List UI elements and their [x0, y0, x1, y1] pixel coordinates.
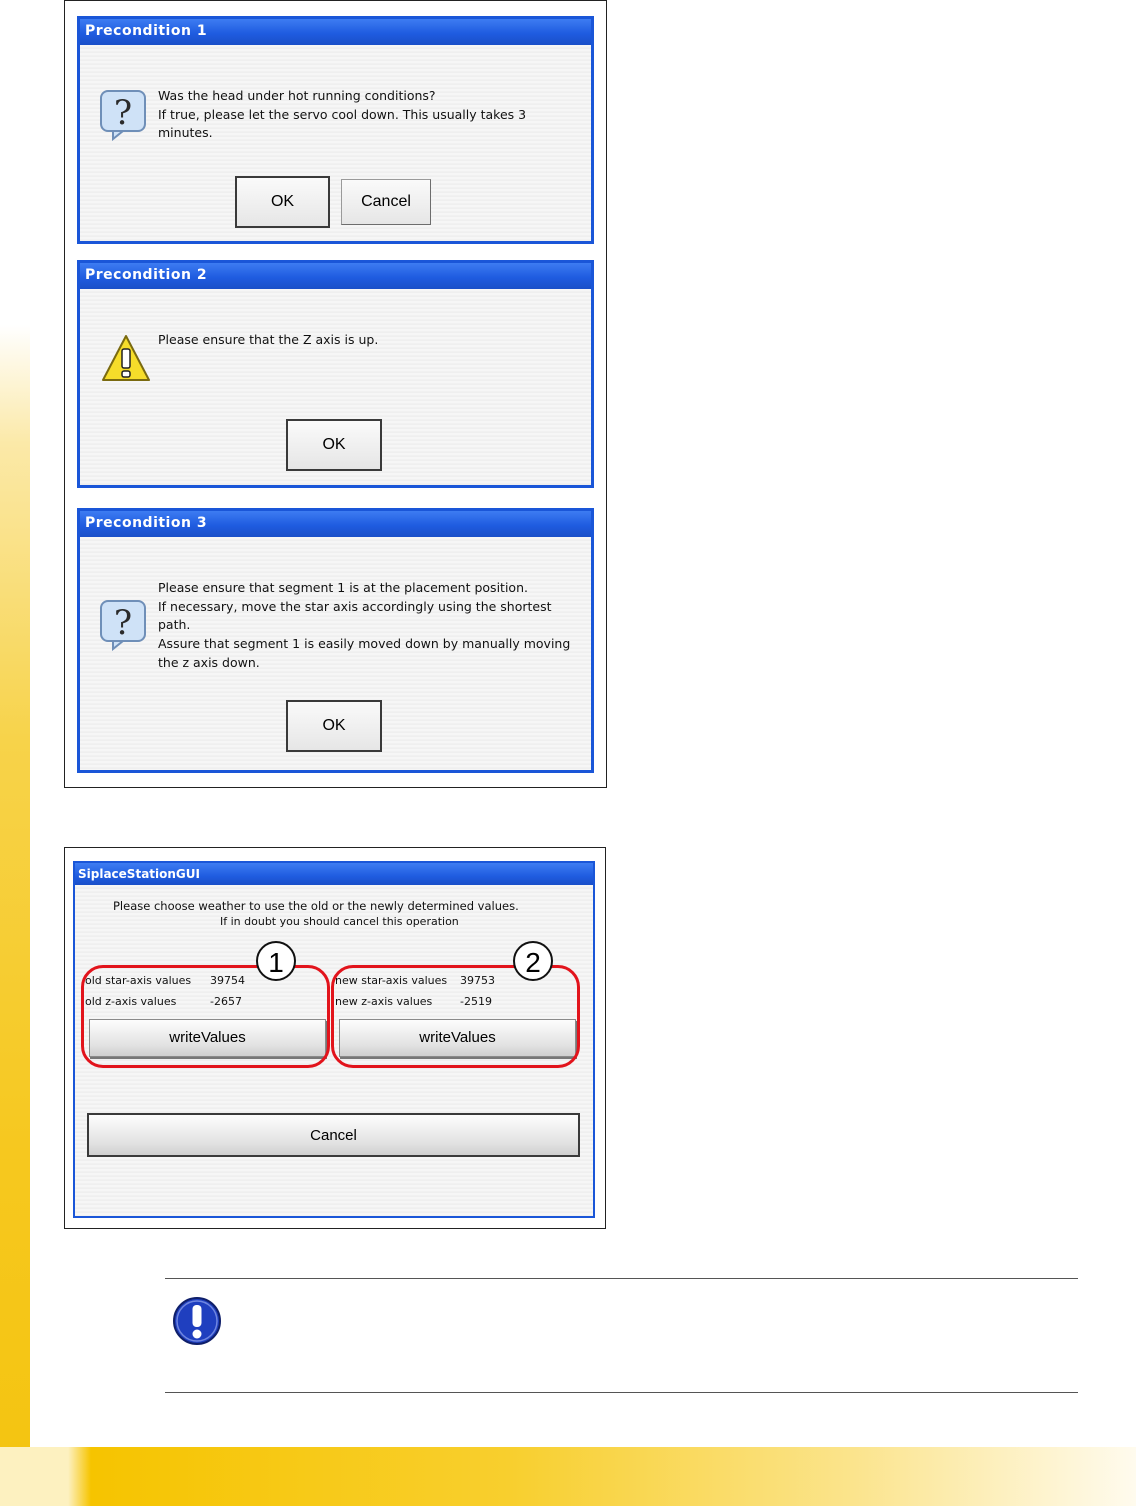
message-line: Please ensure that the Z axis is up.: [158, 332, 379, 347]
page-bottom-bar: [0, 1447, 1136, 1506]
old-z-axis-label: old z-axis values: [85, 995, 177, 1008]
dialog-body: [80, 289, 591, 485]
old-star-axis-label: old star-axis values: [85, 974, 192, 987]
new-values-highlight: [331, 965, 580, 1068]
callout-2: 2: [513, 941, 553, 981]
prompt-line: If in doubt you should cancel this operation: [220, 915, 459, 928]
dialog-title: Precondition 3: [80, 511, 591, 537]
ok-button[interactable]: OK: [235, 176, 330, 228]
question-icon: [99, 599, 149, 651]
precondition-screenshot: [64, 0, 607, 788]
prompt-line: Please choose weather to use the old or the newly determined values.: [113, 899, 519, 913]
message-line: Assure that segment 1 is easily moved down by manually moving: [158, 636, 571, 652]
dialog-message: [158, 87, 578, 143]
new-star-axis-value: 39753: [460, 974, 495, 987]
svg-text:?: ?: [113, 603, 133, 643]
station-gui-screenshot: [64, 847, 606, 1229]
dialog-body: [75, 885, 593, 1216]
warning-icon: [101, 333, 151, 383]
notice-bottom-rule: [165, 1392, 1078, 1393]
ok-button[interactable]: OK: [286, 700, 382, 752]
dialog-title: Precondition 1: [80, 19, 591, 45]
dialog-body: [80, 537, 591, 770]
precondition-1-dialog: [77, 16, 594, 244]
dialog-title: Precondition 2: [80, 263, 591, 289]
precondition-3-dialog: [77, 508, 594, 773]
new-star-axis-label: new star-axis values: [335, 974, 448, 987]
dialog-message: [158, 331, 578, 350]
old-star-axis-value: 39754: [210, 974, 245, 987]
message-line: Was the head under hot running conditions?: [158, 88, 436, 103]
message-line: minutes.: [158, 125, 213, 141]
new-z-axis-label: new z-axis values: [335, 995, 433, 1008]
precondition-2-dialog: [77, 260, 594, 488]
write-new-values-button[interactable]: writeValues: [339, 1019, 576, 1057]
station-gui-dialog: [73, 861, 595, 1218]
write-old-values-button[interactable]: writeValues: [89, 1019, 326, 1057]
callout-1: 1: [256, 941, 296, 981]
message-line: Please ensure that segment 1 is at the placement position.: [158, 580, 528, 595]
message-line: If true, please let the servo cool down. This usually takes 3: [158, 106, 527, 122]
notice-top-rule: [165, 1278, 1078, 1279]
message-line: path.: [158, 617, 191, 633]
dialog-message: [158, 579, 588, 673]
new-z-axis-value: -2519: [460, 995, 492, 1008]
svg-text:?: ?: [113, 93, 133, 133]
exclamation-icon: [172, 1296, 222, 1346]
dialog-body: [80, 45, 591, 241]
message-line: If necessary, move the star axis accordingly using the shortest: [158, 598, 552, 614]
cancel-button[interactable]: Cancel: [341, 179, 431, 225]
ok-button[interactable]: OK: [286, 419, 382, 471]
cancel-button[interactable]: Cancel: [87, 1113, 580, 1157]
dialog-title: SiplaceStationGUI: [75, 863, 593, 885]
question-icon: [99, 89, 149, 141]
message-line: the z axis down.: [158, 654, 260, 670]
old-z-axis-value: -2657: [210, 995, 242, 1008]
old-values-highlight: [81, 965, 330, 1068]
page-side-bar: [0, 325, 30, 1506]
